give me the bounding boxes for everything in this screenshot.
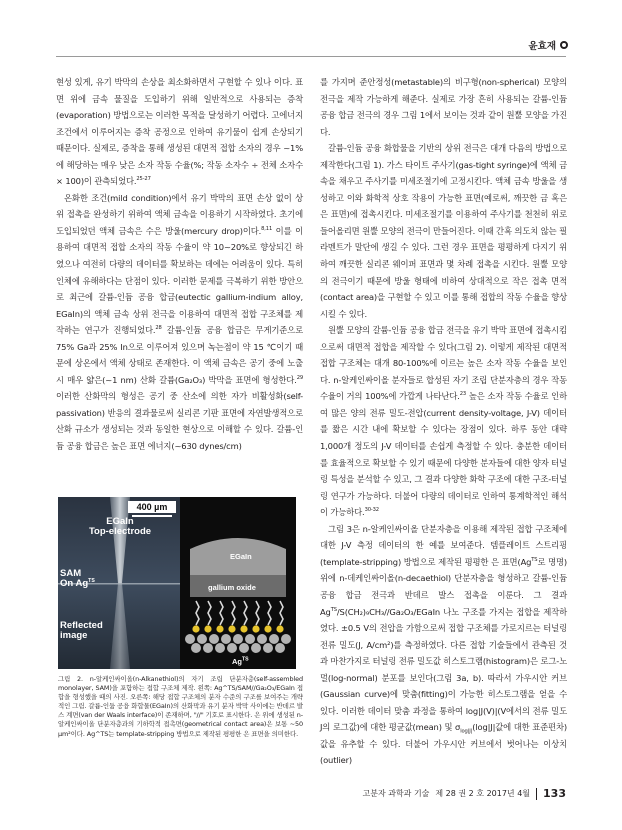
volume-info: 제 28 권 2 호 2017년 4월 [435,789,531,798]
citation: 30-32 [364,507,379,514]
text-run: 그림 3은 n-알케인싸이올 단분자층을 이용해 제작된 접합 구조체에 대한 J-V 측정 데이터의 한 예를 보여준다. 템플레이트 스트리핑(template-stripping) 방법으로 제작된 평평한 은 표면(Ag [320,523,567,567]
citation: 29 [296,375,303,382]
text-run: 현성 있게, 유기 박막의 손상을 최소화하면서 구현할 수 있나 이다. 표면 위에 금속 물질을 도입하기 위해 일반적으로 사용되는 증착(evaporation) 방법으로는 이러한 목적을 달성하기 어렵다. 고에너지 조건에서 이루어지는 증착 공정으로 인하여 유기물이 쉽게 손상되기 때문이다. 실제로, 증착을 통해 생성된 대면적 접합 소자의 경우 ~1%에 해당하는 매우 낮은 소자 작동 수율(%; 작동 소자수 ÷ 전체 소자수 × 100)이 관측되었다. [56,77,303,187]
right-paragraph-1: 를 가지며 준안정성(metastable)의 비구형(non-spherical) 모양의 전극을 제작 가능하게 해준다. 실제로 가장 흔히 사용되는 갈륨-인듐 공융 합금 전극의 경우 그림 1에서 보이는 것과 같이 원뿔 모양을 가진다. [320,77,567,137]
label-sup: TS [88,577,95,584]
figure-image [58,497,296,669]
junction-photo [58,497,180,669]
schematic-label-oxide: gallium oxide [208,583,256,592]
right-paragraph-2: 갈륨-인듐 공융 화합물을 기반의 상위 전극은 대개 다음의 방법으로 제작한다(그림 1). 가스 타이트 주사기(gas-tight syringe)에 액체 금속을 채우고 주사기를 미세조절기에 고정시킨다. 액체 금속 방울을 생성하고 이와 화학적 상호 작용이 가능한 표면(예로써, 깨끗한 금 혹은 은 표면)에 접촉시킨다. 미세조절기를 이용하여 주사기를 천천히 위로 들어올리면 원뿔 모양의 전극이 만들어진다. 이때 간혹 의도치 않는 필라멘트가 말단에 생길 수 있다. 그런 경우 표면을 평평하게 다지기 위하여 깨끗한 실리콘 웨이퍼 표면과 몇 차례 접촉을 시킨다. 원뿔 모양의 전극이기 때문에 방울 형태에 비하여 상대적으로 작은 접촉 면적(contact area)을 구현할 수 있고 이를 통해 접합의 작동 수율을 향상시킬 수 있다. [320,143,567,319]
label-line: image [60,630,88,641]
left-column [56,74,303,455]
text-run: 이를 이용하여 대면적 접합 소자의 작동 수율이 약 10~20%로 향상되긴 하였으나 여전히 다량의 데이터를 확보하는 데에는 어려움이 있다. 특히 인체에 유해하다는 단점이 있다. 이러한 문제를 극복하기 위한 방안으로 최근에 갈륨-인듐 공융 합금(eutectic gallium-indium alloy, EGaIn)의 액체 금속 상위 전극을 이용하여 대면적 접합 구조체를 제작하는 연구가 진행되었다. [56,225,303,336]
running-header [528,38,568,52]
scale-bar-label: 400 µm [128,501,176,513]
label-text: On Ag [60,578,89,589]
text-run: (log|J|값에 대한 표준편차)값을 유추할 수 있다. 더불어 가우시안 커브에서 벗어나는 이상치(outlier) [320,722,567,766]
superscript: TS [330,606,337,613]
text-run: 이러한 산화막의 형성은 공기 중 산소에 의한 자가 비활성화(self-passivation) 반응의 결과물로써 실리콘 기판 표면에 자연발생적으로 산화 규소가 생성되는 것과 동일한 현상으로 이해할 수 있다. 갈륨-인듐 공융 합금은 높은 표면 에너지(~630 dynes/cm) [56,391,303,452]
label-sam [60,569,95,589]
text-run: 온화한 조건(mild condition)에서 유기 박막의 표면 손상 없이 상위 접촉을 완성하기 위하여 액체 금속을 이용하기 시작하였다. 초기에 도입되었던 액체 금속은 수은 방울(mercury drop)이다. [56,192,303,236]
label-line: Reflected [60,620,103,631]
text-run: 높은 소자 작동 수율로 인하여 많은 양의 전류 밀도-전압(current density-voltage, J-V) 데이터를 짧은 시간 내에 확보할 수 있다는 장점이 있다. 하루 동안 대략 1,000개 정도의 J-V 데이터를 손쉽게 측정할 수 있다. 충분한 데이터를 효율적으로 확보할 수 있기 때문에 다양한 분자들에 대한 양자 터널링 특성을 분석할 수 있고, 그 결과 다양한 화학 구조에 대한 구조-터널링 연구가 가능하다. 더불어 다량의 데이터로 인하여 통계학적인 해석이 가능하다. [320,391,567,518]
citation: 8,11 [261,226,273,233]
junction-schematic [180,497,296,669]
text-run: 로 명명) 위에 n-데케인싸이올(n-decaethiol) 단분자층을 형성하고 갈륨-인듐 공융 합금 전극과 반데르 발스 접촉을 이룬다. 그 결과 Ag [320,556,568,617]
schematic-label-egain: EGaIn [230,552,252,561]
schematic-label-ag [232,657,249,666]
citation: 25-27 [136,176,151,183]
journal-name: 고분자 과학과 기술 [362,789,430,798]
label-line: EGaIn [106,516,134,527]
right-column [320,74,567,769]
citation: 28 [155,325,162,332]
right-paragraph-4 [320,521,567,769]
text-run: 갈륨-인듐 공융 합금은 무게기준으로 75% Ga과 25% In으로 이루어져 있으며 녹는점이 약 15 ℃이기 때문에 상온에서 액체 상태로 존재한다. 이 액체 금속은 공기 중에 노출 시 매우 얇은(~1 nm) 산화 갈륨(Ga₂O₃) 박막을 표면에 형성한다. [56,325,303,385]
citation: 23 [459,391,467,398]
left-paragraph-2 [56,190,303,455]
circle-bullet-icon [560,41,568,49]
label-text: Ag [232,657,242,666]
label-line: Top-electrode [88,526,152,537]
footer-separator [536,788,537,800]
label-egain-top [62,517,178,537]
header-rule [56,56,566,57]
right-paragraph-3 [320,322,567,521]
figure-caption: 그림 2. n-알케인싸이올(n-Alkanethiol)의 자기 조립 단분자층(self-assembled monolayer, SAM)을 포함하는 접합 구조체 제작. 왼쪽: Ag^TS/SAM//Ga₂O₃/EGaIn 접합을 형성했을 때의 사진. 오른쪽: 해당 접합 구조체의 분자 수준의 구조를 보여주는 개략적인 그림. 갈륨-인듐 공융 화합물(EGaIn)의 산화막과 유기 분자 박막 사이에는 반데르 발스 계면(van der Waals interface)이 존재하며, "//" 기호로 표시한다. 은 위에 생성된 n-알케인싸이올 단분자층과의 기하학적 접촉면(geometrical contact area)은 보통 ~50 µm²이다. Ag^TS는 template-stripping 방법으로 제작된 평평한 은 표면을 의미한다. [58,675,303,738]
label-reflected-image [60,621,103,641]
text-run: 원뿔 모양의 갈륨-인듐 공융 합금 전극을 유기 박막 표면에 접촉시킴으로써 대면적 접합을 제작할 수 있다(그림 2). 이렇게 제작된 대면적 접합 구조체는 대개 80-100%에 이르는 높은 소자 작동 수율을 보인다. n-알케인싸이올 분자들로 합성된 자기 조립 단분자층의 경우 작동 수율이 거의 100%에 가깝게 나타난다. [320,325,567,402]
label-sup: TS [242,656,249,663]
text-run: /S(CH₂)₉CH₃//Ga₂O₃/EGaIn 나노 구조를 가지는 접합을 제작하였다. ±0.5 V의 전압을 가함으로써 접합 구조체를 가로지르는 터널링 전류 밀도(J, A/cm²)를 측정하였다. 다른 접합 기술들에서 관측된 것과 마찬가지로 터널링 전류 밀도값 히스토그램(histogram)은 로그-노멀(log-normal) 분포를 보인다(그림 3a, b). 따라서 가우시안 커브(Gaussian curve)에 맞춤(fitting)이 가능한 히스토그램을 얻을 수 있다. 이러한 데이터 맞춤 과정을 통하여 log|J(V)|(V에서의 전류 밀도 J의 로그값)에 대한 평균값(mean) 및 σ [320,606,567,733]
author-name: 윤효재 [528,41,556,52]
left-paragraph-1 [56,74,303,190]
superscript: TS [531,557,538,564]
label-line: SAM [60,568,82,579]
page-number: 133 [543,787,566,800]
page-footer [362,787,566,800]
subscript: log|J| [460,728,473,735]
label-line [60,579,95,589]
figure-2 [58,497,303,802]
